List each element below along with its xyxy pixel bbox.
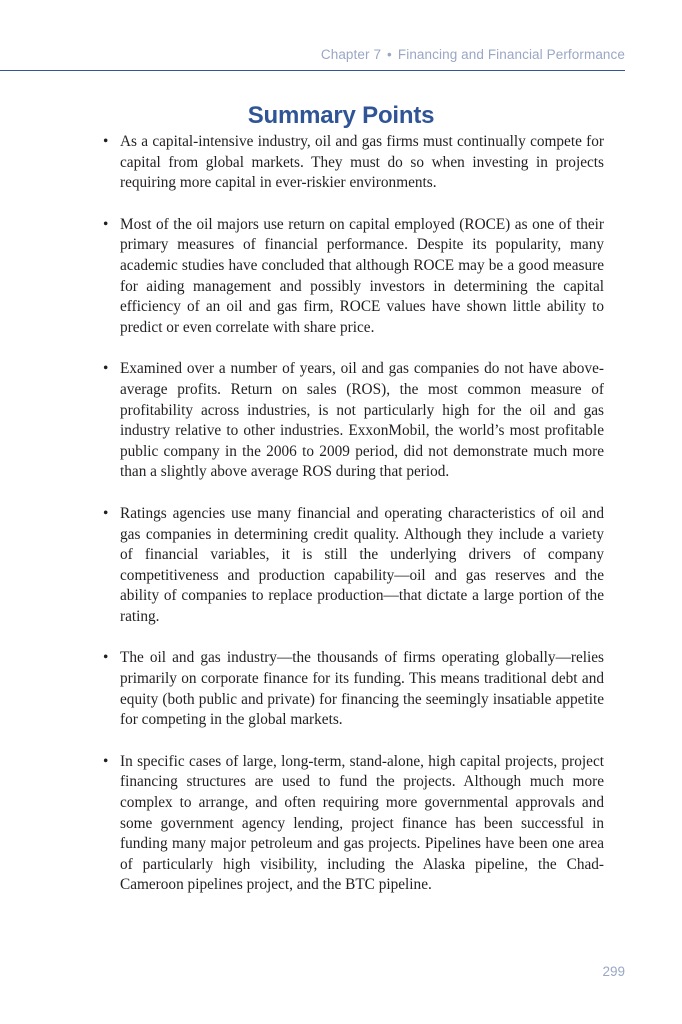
page-number: 299 [602,964,625,979]
bullet-icon: • [103,215,109,233]
summary-points-list [103,132,604,917]
summary-point [103,504,604,628]
running-header [321,47,625,62]
bullet-icon: • [103,752,109,770]
summary-point [103,648,604,730]
header-separator: • [387,47,392,62]
summary-point [103,132,604,194]
page-title: Summary Points [247,102,435,130]
summary-point-text: In specific cases of large, long-term, stand-alone, high capital projects, project financing structures are used to fund the projects. Although much more complex to arrange, and often requiring more governmental approvals and some government agency lending, project finance has been successful in funding many major petroleum and gas projects. Pipelines have been one area of particularly high visibility, including the Alaska pipeline, the Chad-Cameroon pipelines project, and the BTC pipeline. [120,752,604,894]
bullet-icon: • [103,133,109,150]
bullet-icon: • [103,649,109,667]
summary-point [103,359,604,483]
section-title: Financing and Financial Performance [397,47,625,62]
summary-point-text: The oil and gas industry—the thousands of firms operating globally—relies primarily on corporate finance for its funding. This means traditional debt and equity (both public and private) for financing the seemingly insatiable appetite for competing in the global markets. [120,649,604,729]
bullet-icon: • [103,504,109,522]
header-rule [0,70,625,71]
bullet-icon: • [103,360,109,378]
summary-point-text: Examined over a number of years, oil and gas companies do not have above-average profits. Return on sales (ROS), the most common measure of profitability across industries, is not particularly high for the oil and gas industry relative to other industries. ExxonMobil, the world’s most profitable public company in the 2006 to 2009 period, did not demonstrate much more than a slightly above average ROS during that period. [120,360,604,481]
summary-point-text: As a capital-intensive industry, oil and gas firms must continually compete for capital from global markets. They must do so when investing in projects requiring more capital in ever-riskier environments. [120,133,604,192]
summary-point-text: Ratings agencies use many financial and operating characteristics of oil and gas companies in determining credit quality. Although they include a variety of financial variables, it is still the underlying drivers of company competitiveness and production capability—oil and gas reserves and the ability of companies to replace production—that dictate a large portion of the rating. [120,504,604,625]
chapter-label: Chapter 7 [320,47,382,62]
summary-point-text: Most of the oil majors use return on capital employed (ROCE) as one of their primary measures of financial performance. Despite its popularity, many academic studies have concluded that although ROCE may be a good measure for aiding management and possibly investors in determining the capital efficiency of an oil and gas firm, ROCE values have shown little ability to predict or even correlate with share price. [120,215,604,336]
summary-point [103,215,604,339]
summary-point [103,752,604,896]
